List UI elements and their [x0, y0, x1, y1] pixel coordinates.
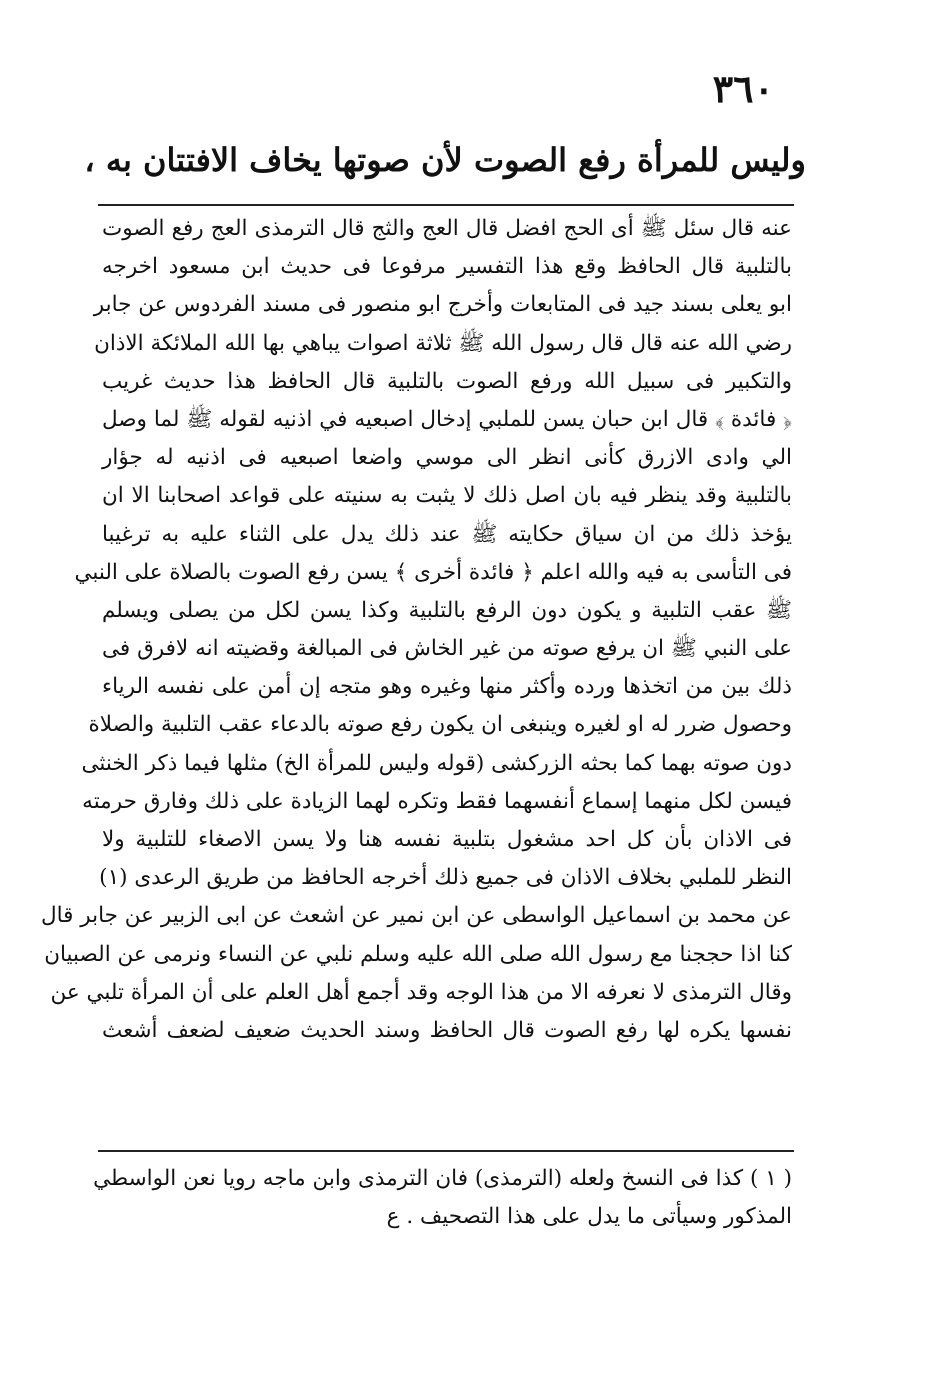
commentary-line: وقال الترمذى لا نعرفه الا من هذا الوجه وقد أجمع أهل العلم على أن المرأة تلبي عن — [50, 979, 792, 1005]
commentary-line: ﷺ عقب التلبية و يكون دون الرفع بالتلبية وكذا يسن لكل من يصلى ويسلم — [102, 597, 792, 623]
commentary-line: فى الاذان بأن كل احد مشغول بتلبية نفسه هنا ولا يسن الاصغاء للتلبية ولا — [102, 827, 792, 852]
commentary-line: ﴿ فائدة ﴾ قال ابن حبان يسن للملبي إدخال اصبعيه في اذنيه لقوله ﷺ لما وصل — [102, 406, 792, 432]
commentary-line: دون صوته بهما كما بحثه الزركشى (قوله وليس للمرأة الخ) مثلها فيما ذكر الخنثى — [81, 750, 792, 776]
commentary-line: رضي الله عنه قال قال رسول الله ﷺ ثلاثة اصوات يباهي بها الله الملائكة الاذان — [94, 330, 792, 356]
commentary-line: والتكبير فى سبيل الله ورفع الصوت بالتلبية قال الحافظ هذا حديث غريب — [102, 368, 792, 394]
commentary-line: بالتلبية وقد ينظر فيه بان اصل ذلك لا يثبت به سنيته على قواعد اصحابنا الا ان — [102, 483, 792, 509]
commentary-line: كنا اذا حججنا مع رسول الله صلى الله عليه وسلم نلبي عن النساء ونرمى عن الصبيان — [44, 941, 792, 967]
commentary-line: بالتلبية قال الحافظ وقع هذا التفسير مرفوعا فى حديث ابن مسعود اخرجه — [102, 254, 792, 280]
commentary-line: نفسها يكره لها رفع الصوت قال الحافظ وسند الحديث ضعيف لضعف أشعث — [102, 1017, 792, 1043]
commentary-line: فى التأسى به فيه والله اعلم ﴿ فائدة أخرى ﴾ يسن رفع الصوت بالصلاة على النبي — [74, 559, 792, 585]
commentary-line: ذلك بين من اتخذها ورده وأكثر منها وغيره وهو متجه إن أمن على نفسه الرياء — [102, 674, 792, 700]
commentary-block — [41, 210, 792, 1050]
commentary-line: على النبي ﷺ ان يرفع صوته من غير الخاش فى المبالغة وقضيته انه لافرق فى — [102, 636, 792, 662]
footnote-block — [93, 1160, 792, 1236]
footnote-line: المذكور وسيأتى ما يدل على هذا التصحيف . ع — [386, 1204, 792, 1229]
footnote-line: ( ١ ) كذا فى النسخ ولعله (الترمذى) فان الترمذى وابن ماجه رويا نعن الواسطي — [93, 1166, 792, 1191]
top-divider — [98, 204, 794, 206]
commentary-line: وحصول ضرر له او لغيره وينبغى ان يكون رفع صوته بالدعاء عقب التلبية والصلاة — [88, 712, 792, 738]
commentary-line: يؤخذ ذلك من ان سياق حكايته ﷺ عند ذلك يدل على الثناء عليه به ترغيبا — [102, 521, 792, 547]
commentary-line: عنه قال سئل ﷺ أى الحج افضل قال العج والثج قال الترمذى العج رفع الصوت — [102, 216, 792, 241]
commentary-line: النظر للملبي بخلاف الاذان فى جميع ذلك أخرجه الحافظ من طريق الرعدى (١) — [99, 865, 792, 891]
footnote-divider — [98, 1150, 794, 1152]
commentary-line: عن محمد بن اسماعيل الواسطى عن ابن نمير عن اشعث عن ابى الزبير عن جابر قال — [41, 903, 792, 929]
commentary-line: فيسن لكل منهما إسماع أنفسهما فقط وتكره لهما الزيادة على ذلك وفارق حرمته — [82, 788, 792, 814]
commentary-line: ابو يعلى بسند جيد فى المتابعات وأخرج ابو منصور فى مسند الفردوس عن جابر — [93, 292, 792, 318]
matn-text: وليس للمرأة رفع الصوت لأن صوتها يخاف الافتتان به ، — [84, 141, 806, 179]
page-number: ٣٦٠ — [712, 66, 774, 111]
commentary-line: الي وادى الازرق كأنى انظر الى موسي واضعا اصبعيه فى اذنيه له جؤار — [102, 445, 792, 471]
